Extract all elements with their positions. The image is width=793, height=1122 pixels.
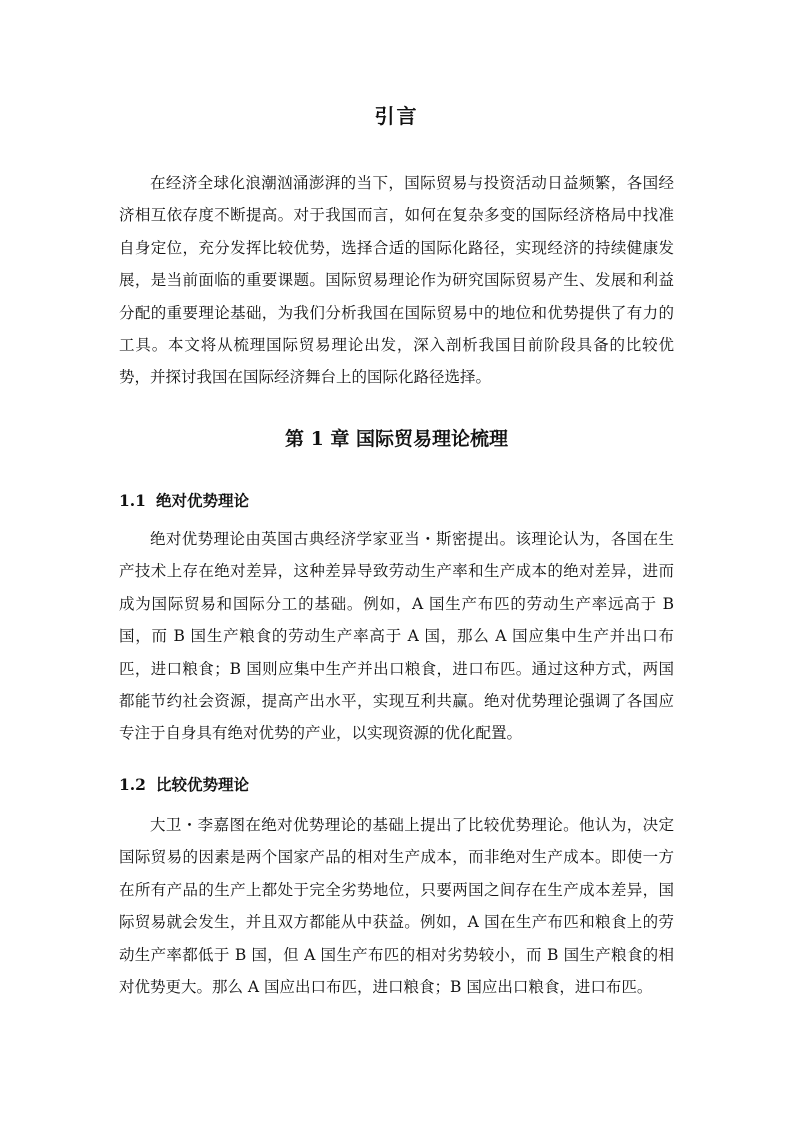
section-number: 1.2 bbox=[119, 775, 146, 794]
section-title: 绝对优势理论 bbox=[155, 491, 249, 510]
intro-title: 引言 bbox=[374, 104, 419, 128]
section-number: 1.1 bbox=[119, 491, 146, 510]
section-1-1-paragraph: 绝对优势理论由英国古典经济学家亚当・斯密提出。该理论认为，各国在生产技术上存在绝对差异，这种差异导致劳动生产率和生产成本的绝对差异，进而成为国际贸易和国际分工的基础。例如，A 国生产布匹的劳动生产率远高于 B 国，而 B 国生产粮食的劳动生产率高于 A 国，那么 A 国应集中生产并出口布匹，进口粮食；B 国则应集中生产并出口粮食，进口布匹。通过这种方式，两国都能节约社会资源，提高产出水平，实现互利共赢。绝对优势理论强调了各国应专注于自身具有绝对优势的产业，以实现资源的优化配置。 bbox=[119, 530, 674, 743]
chapter-title: 第 1 章 国际贸易理论梳理 bbox=[284, 428, 509, 450]
section-heading-1-2 bbox=[119, 773, 249, 797]
section-title: 比较优势理论 bbox=[155, 775, 249, 794]
section-1-2-paragraph: 大卫・李嘉图在绝对优势理论的基础上提出了比较优势理论。他认为，决定国际贸易的因素是两个国家产品的相对生产成本，而非绝对生产成本。即使一方在所有产品的生产上都处于完全劣势地位，只要两国之间存在生产成本差异，国际贸易就会发生，并且双方都能从中获益。例如，A 国在生产布匹和粮食上的劳动生产率都低于 B 国，但 A 国生产布匹的相对劣势较小，而 B 国生产粮食的相对优势更大。那么 A 国应出口布匹，进口粮食；B 国应出口粮食，进口布匹。 bbox=[119, 816, 674, 997]
section-heading-1-1 bbox=[119, 489, 249, 513]
intro-paragraph: 在经济全球化浪潮汹涌澎湃的当下，国际贸易与投资活动日益频繁，各国经济相互依存度不断提高。对于我国而言，如何在复杂多变的国际经济格局中找准自身定位，充分发挥比较优势，选择合适的国际化路径，实现经济的持续健康发展，是当前面临的重要课题。国际贸易理论作为研究国际贸易产生、发展和利益分配的重要理论基础，为我们分析我国在国际贸易中的地位和优势提供了有力的工具。本文将从梳理国际贸易理论出发，深入剖析我国目前阶段具备的比较优势，并探讨我国在国际经济舞台上的国际化路径选择。 bbox=[119, 174, 674, 387]
